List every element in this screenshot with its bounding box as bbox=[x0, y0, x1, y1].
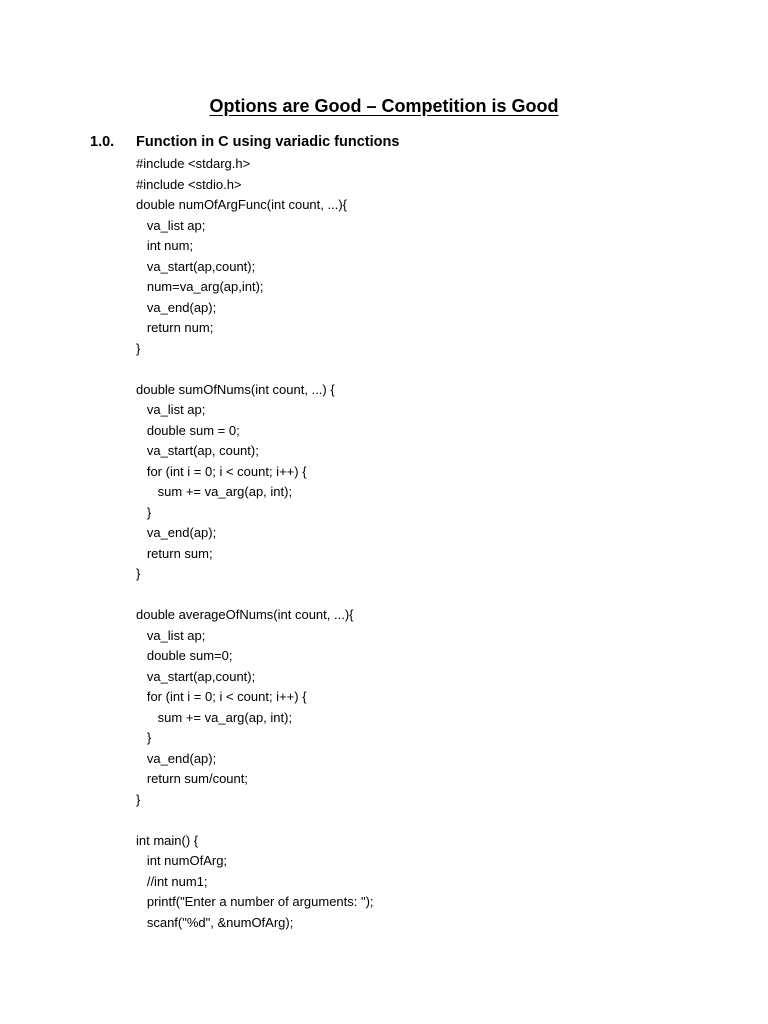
code-line: return num; bbox=[136, 320, 214, 335]
section-number: 1.0. bbox=[90, 134, 115, 150]
code-line: //int num1; bbox=[136, 873, 208, 889]
code-line bbox=[136, 585, 374, 606]
code-line: double numOfArgFunc(int count, ...){ bbox=[136, 197, 347, 212]
code-line: sum += va_arg(ap, int); bbox=[136, 484, 293, 499]
code-line: #include <stdio.h> bbox=[136, 176, 242, 192]
code-line: double sumOfNums(int count, ...) { bbox=[136, 381, 335, 397]
code-line: va_end(ap); bbox=[136, 750, 217, 766]
code-line: return sum/count; bbox=[136, 771, 248, 786]
code-line: printf("Enter a number of arguments: "); bbox=[136, 894, 374, 909]
code-line: int num; bbox=[136, 238, 194, 253]
code-line: } bbox=[136, 791, 141, 807]
code-line: va_start(ap, count); bbox=[136, 443, 259, 458]
code-line: #include <stdarg.h> bbox=[136, 156, 251, 171]
code-line: double sum = 0; bbox=[136, 422, 240, 438]
code-line: va_start(ap,count); bbox=[136, 668, 256, 684]
code-line bbox=[136, 810, 374, 831]
code-line: va_list ap; bbox=[136, 627, 206, 643]
code-line: int numOfArg; bbox=[136, 853, 228, 868]
code-line: va_end(ap); bbox=[136, 525, 217, 540]
code-block bbox=[136, 154, 374, 933]
code-line: va_list ap; bbox=[136, 217, 206, 233]
code-line: return sum; bbox=[136, 545, 213, 561]
code-line: } bbox=[136, 566, 141, 581]
code-line: } bbox=[136, 730, 152, 745]
code-line bbox=[136, 359, 374, 380]
code-line: } bbox=[136, 504, 152, 520]
page-title: Options are Good – Competition is Good bbox=[209, 96, 559, 116]
code-line: va_list ap; bbox=[136, 402, 206, 417]
code-line: va_start(ap,count); bbox=[136, 258, 256, 274]
code-line: for (int i = 0; i < count; i++) { bbox=[136, 689, 307, 704]
code-line: for (int i = 0; i < count; i++) { bbox=[136, 463, 307, 479]
code-line: double sum=0; bbox=[136, 648, 233, 663]
code-line: va_end(ap); bbox=[136, 299, 217, 315]
section-heading: Function in C using variadic functions bbox=[136, 134, 400, 150]
code-line: sum += va_arg(ap, int); bbox=[136, 709, 293, 725]
code-line: num=va_arg(ap,int); bbox=[136, 279, 264, 294]
code-line: } bbox=[136, 340, 141, 356]
code-line: double averageOfNums(int count, ...){ bbox=[136, 607, 354, 622]
code-line: int main() { bbox=[136, 832, 199, 848]
code-line: scanf("%d", &numOfArg); bbox=[136, 914, 294, 930]
